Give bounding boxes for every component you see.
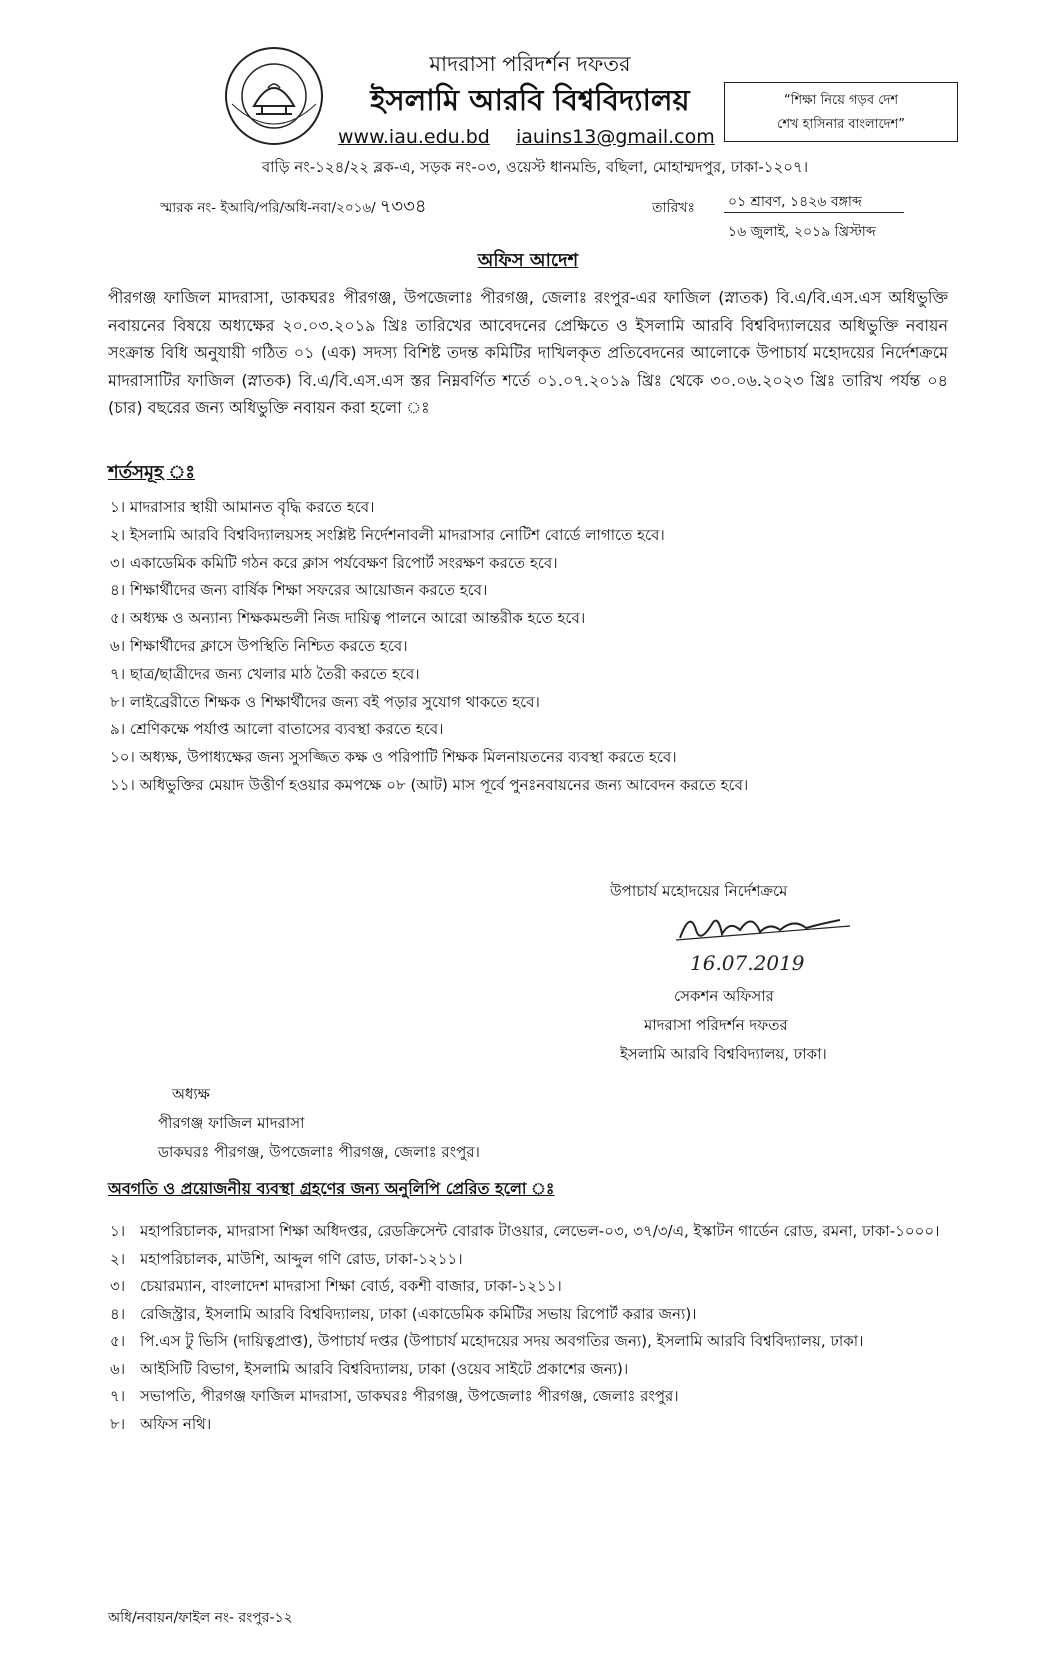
reference-label: স্মারক নং- ইআবি/পরি/অধি-নবা/২০১৬/ (160, 200, 376, 216)
recipient-block (158, 1080, 480, 1167)
email-link[interactable]: iauins13@gmail.com (516, 126, 715, 148)
date-divider (724, 212, 904, 213)
university-name: ইসলামি আরবি বিশ্ববিদ্যালয় (370, 83, 690, 117)
signature-block (620, 982, 1020, 1069)
condition-item: ৩। একাডেমিক কমিটি গঠন করে ক্লাস পর্যবেক্ষণ রিপোর্ট সংরক্ষণ করতে হবে। (110, 553, 558, 572)
office-name: মাদরাসা পরিদর্শন দফতর (429, 52, 631, 76)
condition-item: ৭। ছাত্র/ছাত্রীদের জন্য খেলার মাঠ তৈরী করতে হবে। (110, 664, 420, 683)
website-link[interactable]: www.iau.edu.bd (338, 126, 490, 148)
condition-item: ৫। অধ্যক্ষ ও অন্যান্য শিক্ষকমন্ডলী নিজ দায়িত্ব পালনে আরো আন্তরীক হতে হবে। (110, 609, 586, 628)
signatory-university: ইসলামি আরবি বিশ্ববিদ্যালয়, ঢাকা। (620, 1045, 827, 1063)
date-label: তারিখঃ (652, 200, 695, 216)
date-english: ১৬ জুলাই, ২০১৯ খ্রিস্টাব্দ (728, 224, 876, 240)
file-number: অধি/নবায়ন/ফাইল নং- রংপুর-১২ (108, 1610, 293, 1626)
copy-item-number: ৬। (110, 1359, 126, 1378)
slogan-line-1: “শিক্ষা নিয়ে গড়ব দেশ (783, 93, 899, 108)
handwritten-signature (660, 900, 870, 980)
copy-item-text: সভাপতি, পীরগঞ্জ ফাজিল মাদরাসা, ডাকঘরঃ পীরগঞ্জ, উপজেলাঃ পীরগঞ্জ, জেলাঃ রংপুর। (140, 1387, 679, 1405)
copy-item-number: ৪। (110, 1304, 126, 1323)
slogan-box (724, 82, 958, 142)
recipient-institution: পীরগঞ্জ ফাজিল মাদরাসা (158, 1114, 305, 1132)
copy-item (110, 1301, 970, 1329)
copy-item-text: চেয়ারম্যান, বাংলাদেশ মাদরাসা শিক্ষা বোর্ড, বকশী বাজার, ঢাকা-১২১১। (140, 1277, 562, 1295)
copy-item-text: আইসিটি বিভাগ, ইসলামি আরবি বিশ্ববিদ্যালয়, ঢাকা (ওয়েব সাইটে প্রকাশের জন্য)। (140, 1359, 629, 1378)
copy-item (110, 1273, 970, 1301)
copy-item-text: রেজিস্ট্রার, ইসলামি আরবি বিশ্ববিদ্যালয়, ঢাকা (একাডেমিক কমিটির সভায় রিপোর্ট করার জন্য)। (140, 1304, 697, 1323)
condition-item: ২। ইসলামি আরবি বিশ্ববিদ্যালয়সহ সংশ্লিষ্ট নির্দেশনাবলী মাদরাসার নোটিশ বোর্ডে লাগাতে হবে। (110, 525, 665, 544)
copy-item-number: ৩। (110, 1277, 126, 1295)
copy-item-number: ৫। (110, 1332, 126, 1350)
date-bangla: ০১ শ্রাবণ, ১৪২৬ বঙ্গাব্দ (728, 194, 862, 210)
condition-item: ৯। শ্রেণিকক্ষে পর্যাপ্ত আলো বাতাসের ব্যবস্থা করতে হবে। (110, 720, 444, 739)
address: বাড়ি নং-১২৪/২২ ব্লক-এ, সড়ক নং-০৩, ওয়েস্ট ধানমন্ডি, বছিলা, মোহাম্মদপুর, ঢাকা-১২০৭। (261, 158, 809, 176)
condition-item: ৬। শিক্ষার্থীদের ক্লাসে উপস্থিতি নিশ্চিত করতে হবে। (110, 636, 408, 655)
signatory-office: মাদরাসা পরিদর্শন দফতর (644, 1016, 788, 1034)
recipient-address: ডাকঘরঃ পীরগঞ্জ, উপজেলাঃ পীরগঞ্জ, জেলাঃ রংপুর। (158, 1143, 480, 1161)
copy-item-number: ১। (110, 1222, 126, 1240)
copy-item (110, 1411, 970, 1439)
body-paragraph: পীরগঞ্জ ফাজিল মাদরাসা, ডাকঘরঃ পীরগঞ্জ, উপজেলাঃ পীরগঞ্জ, জেলাঃ রংপুর-এর ফাজিল (স্নাতক) বি.এ/বি.এস.এস অধিভুক্তি নবায়নের বিষয়ে অধ্যক্ষের ২০.০৩.২০১৯ খ্রিঃ তারিখের আবেদনের প্রেক্ষিতে ও ইসলামি আরবি বিশ্ববিদ্যালয়ের অধিভুক্তি নবায়ন সংক্রান্ত বিধি অনুযায়ী গঠিত ০১ (এক) সদস্য বিশিষ্ট তদন্ত কমিটির দাখিলকৃত প্রতিবেদনের আলোকে উপাচার্য মহোদয়ের নির্দেশক্রমে মাদরাসাটির ফাজিল (স্নাতক) বি.এ/বি.এস.এস স্তর নিম্নবর্ণিত শর্তে ০১.০৭.২০১৯ খ্রিঃ থেকে ৩০.০৬.২০২৩ খ্রিঃ তারিখ পর্যন্ত ০৪ (চার) বছরের জন্য অধিভুক্তি নবায়ন করা হলো ঃ (108, 288, 948, 417)
copy-item-number: ৭। (110, 1387, 126, 1405)
copy-item (110, 1356, 970, 1384)
condition-item: ৪। শিক্ষার্থীদের জন্য বার্ষিক শিক্ষা সফরের আয়োজন করতে হবে। (110, 581, 488, 600)
copy-item (110, 1218, 970, 1246)
copy-item (110, 1383, 970, 1411)
copy-item-text: মহাপরিচালক, মাদরাসা শিক্ষা অধিদপ্তর, রেডক্রিসেন্ট বোরাক টাওয়ার, লেভেল-০৩, ৩৭/৩/এ, ইস্কাটন গার্ডেন রোড, রমনা, ঢাকা-১০০০। (140, 1222, 940, 1240)
reference-number (160, 192, 427, 223)
copy-item-text: পি.এস টু ভিসি (দায়িত্বপ্রাপ্ত), উপাচার্য দপ্তর (উপাচার্য মহোদয়ের সদয় অবগতির জন্য), ইসলামি আরবি বিশ্ববিদ্যালয়, ঢাকা। (140, 1332, 864, 1350)
copy-item (110, 1328, 970, 1356)
copy-item-number: ২। (110, 1249, 126, 1268)
copy-item-text: অফিস নথি। (140, 1414, 212, 1433)
signature-date: 16.07.2019 (690, 951, 805, 975)
condition-item: ১০। অধ্যক্ষ, উপাধ্যক্ষের জন্য সুসজ্জিত কক্ষ ও পরিপাটি শিক্ষক মিলনায়তনের ব্যবস্থা করতে হবে। (110, 748, 677, 767)
condition-item: ৮। লাইব্রেরীতে শিক্ষক ও শিক্ষার্থীদের জন্য বই পড়ার সুযোগ থাকতে হবে। (110, 692, 540, 711)
signature-instruction: উপাচার্য মহোদয়ের নির্দেশক্রমে (610, 882, 788, 900)
copy-item-number: ৮। (110, 1414, 126, 1433)
condition-item: ১১। অধিভুক্তির মেয়াদ উত্তীর্ণ হওয়ার কমপক্ষে ০৮ (আট) মাস পূর্বে পুনঃনবায়নের জন্য আবেদন করতে হবে। (110, 775, 749, 794)
conditions-heading: শর্তসমূহ ঃ (108, 462, 195, 483)
copy-list (110, 1218, 970, 1438)
signatory-title: সেকশন অফিসার (674, 987, 774, 1005)
document-title: অফিস আদেশ (477, 250, 579, 271)
slogan-line-2: শেখ হাসিনার বাংলাদেশ” (777, 117, 905, 132)
university-logo (222, 44, 326, 148)
copy-heading: অবগতি ও প্রয়োজনীয় ব্যবস্থা গ্রহণের জন্য অনুলিপি প্রেরিত হলো ঃ (108, 1179, 555, 1198)
recipient-designation: অধ্যক্ষ (172, 1085, 210, 1103)
copy-item-text: মহাপরিচালক, মাউশি, আব্দুল গণি রোড, ঢাকা-১২১১। (140, 1249, 463, 1268)
conditions-list (110, 494, 970, 800)
copy-item (110, 1246, 970, 1274)
reference-handwritten-number: ৭৩৩৪ (379, 196, 427, 217)
condition-item: ১। মাদরাসার স্থায়ী আমানত বৃদ্ধি করতে হবে। (110, 498, 375, 516)
